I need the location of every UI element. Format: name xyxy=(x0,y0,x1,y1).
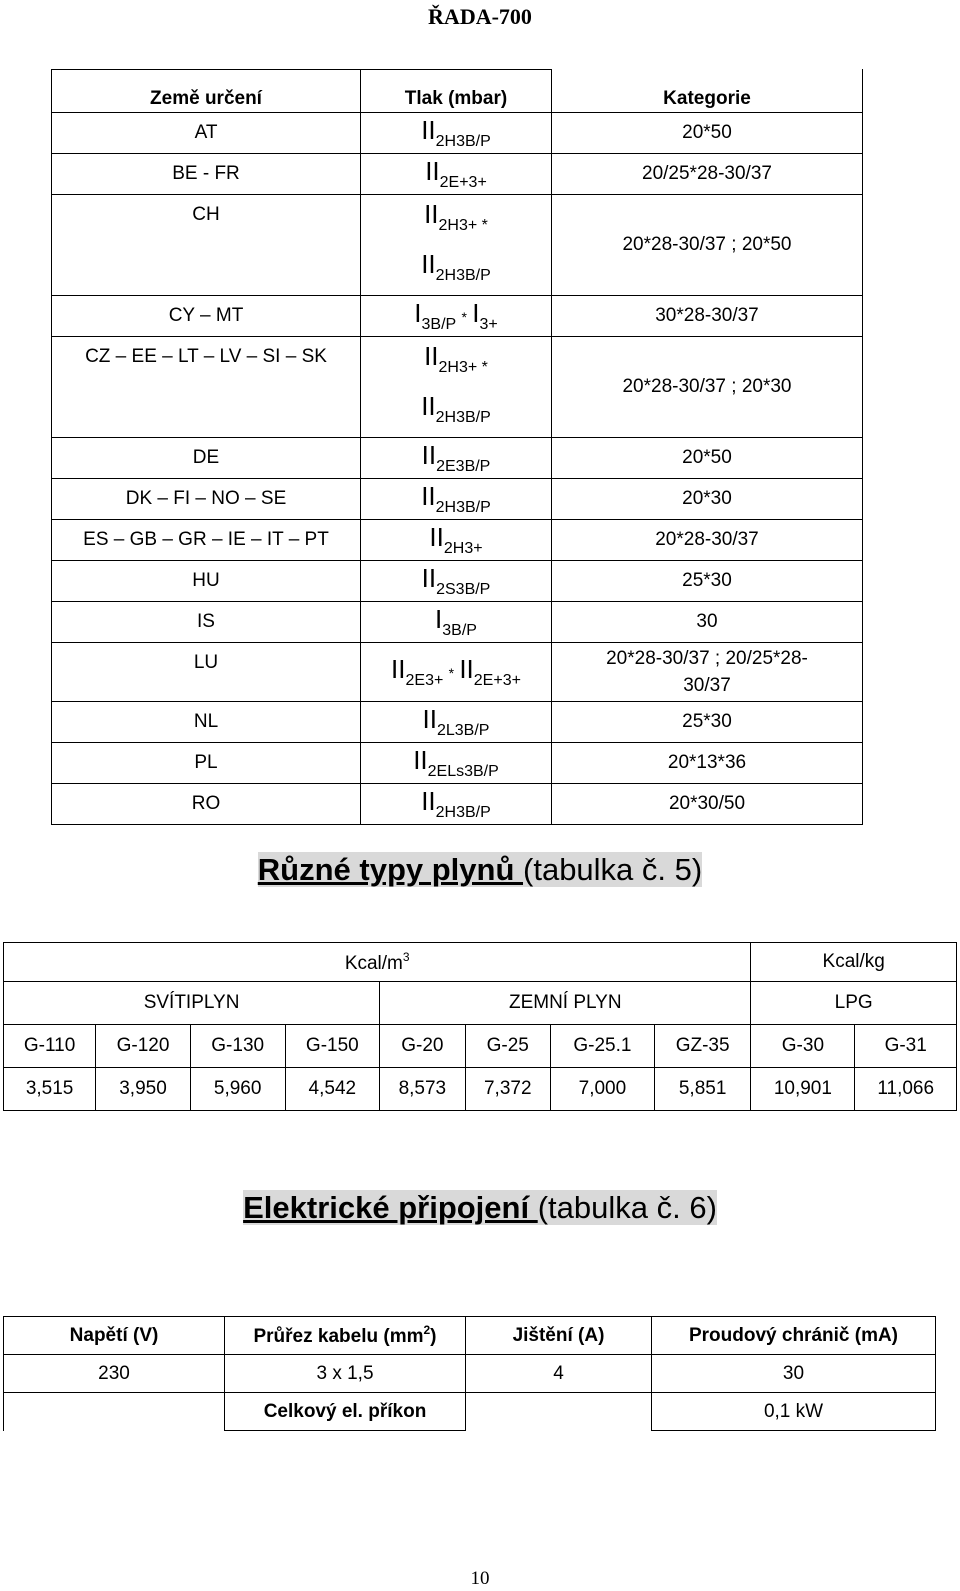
gas-value-cell: 8,573 xyxy=(380,1068,465,1111)
category-code-cell: $II_{2H3B/P}$ xyxy=(361,479,552,520)
category-code-cell: $II_{2ELs3B/P}$ xyxy=(361,743,552,784)
country-cell: HU xyxy=(52,561,361,602)
table-row xyxy=(52,643,863,702)
value-cable: 3 x 1,5 xyxy=(225,1355,466,1393)
country-cell: CY – MT xyxy=(52,296,361,337)
pressure-cell: 30 xyxy=(552,602,863,643)
gas-name-cell: G-25.1 xyxy=(550,1025,654,1068)
table-row xyxy=(52,479,863,520)
country-cell: DK – FI – NO – SE xyxy=(52,479,361,520)
country-category-table xyxy=(51,69,863,825)
table-row xyxy=(52,561,863,602)
header-cable: Průřez kabelu $(mm^2)$ xyxy=(225,1317,466,1355)
electric-heading xyxy=(0,1190,960,1226)
category-code-cell: $II_{2E+3+}$ xyxy=(361,154,552,195)
electric-table xyxy=(3,1316,936,1431)
category-code-cell: $II_{2S3B/P}$ xyxy=(361,561,552,602)
gas-name-cell: G-150 xyxy=(285,1025,380,1068)
country-cell: LU xyxy=(52,643,361,702)
pressure-cell: 30*28-30/37 xyxy=(552,296,863,337)
category-code-cell: $II_{2L3B/P}$ xyxy=(361,702,552,743)
category-code-cell: $II_{2E3+} * II_{2E+3+}$ xyxy=(361,643,552,702)
table-row xyxy=(52,602,863,643)
page-number: 10 xyxy=(470,1568,490,1589)
gas-value-cell: 3,515 xyxy=(4,1068,96,1111)
country-cell: AT xyxy=(52,113,361,154)
pressure-cell: 20*28-30/37 ; 20*30 xyxy=(552,337,863,438)
gas-name-cell: G-20 xyxy=(380,1025,465,1068)
gas-value-cell: 7,000 xyxy=(550,1068,654,1111)
gas-values-row xyxy=(4,1068,957,1111)
gas-heading-suffix: (tabulka č. 5) xyxy=(523,852,703,887)
gas-heading-bold: Různé typy plynů xyxy=(257,852,524,887)
gas-name-cell: G-31 xyxy=(855,1025,957,1068)
total-label: Celkový el. příkon xyxy=(225,1393,466,1431)
category-code-cell: $II_{2H3B/P}$ xyxy=(361,113,552,154)
table-row xyxy=(52,438,863,479)
table-row xyxy=(52,195,863,296)
country-cell: NL xyxy=(52,702,361,743)
gas-types-heading xyxy=(0,852,960,888)
table-row xyxy=(52,784,863,825)
gas-name-cell: GZ-35 xyxy=(654,1025,751,1068)
pressure-cell: 25*30 xyxy=(552,561,863,602)
gas-groups-row xyxy=(4,982,957,1025)
group-lpg: LPG xyxy=(751,982,957,1025)
gas-value-cell: 5,960 xyxy=(190,1068,285,1111)
gas-value-cell: 7,372 xyxy=(465,1068,550,1111)
pressure-cell: 20/25*28-30/37 xyxy=(552,154,863,195)
country-cell: CH xyxy=(52,195,361,296)
table-row xyxy=(52,520,863,561)
value-rcd: 30 xyxy=(652,1355,936,1393)
header-voltage: Napětí (V) xyxy=(4,1317,225,1355)
group-zemni-plyn: ZEMNÍ PLYN xyxy=(380,982,751,1025)
table-header-row xyxy=(52,70,863,113)
table-row xyxy=(52,113,863,154)
category-code-cell: $II_{2H3+ *}$ $II_{2H3B/P}$ xyxy=(361,337,552,438)
electric-values-row xyxy=(4,1355,936,1393)
gas-value-cell: 10,901 xyxy=(751,1068,855,1111)
unit-kcal-m3: Kcal/$m^3$ xyxy=(4,943,751,982)
header-pressure: Tlak (mbar) xyxy=(361,70,552,113)
pressure-cell: 20*50 xyxy=(552,113,863,154)
electric-total-row xyxy=(4,1393,936,1431)
gas-name-cell: G-30 xyxy=(751,1025,855,1068)
country-cell: CZ – EE – LT – LV – SI – SK xyxy=(52,337,361,438)
category-code-cell: $II_{2H3+ *}$ $II_{2H3B/P}$ xyxy=(361,195,552,296)
table-row xyxy=(52,337,863,438)
units-row xyxy=(4,943,957,982)
value-voltage: 230 xyxy=(4,1355,225,1393)
pressure-cell: 20*28-30/37 xyxy=(552,520,863,561)
gas-name-cell: G-110 xyxy=(4,1025,96,1068)
gas-value-cell: 3,950 xyxy=(96,1068,191,1111)
gas-name-cell: G-130 xyxy=(190,1025,285,1068)
header-fuse: Jištění (A) xyxy=(466,1317,652,1355)
value-fuse: 4 xyxy=(466,1355,652,1393)
pressure-cell: 20*30 xyxy=(552,479,863,520)
gas-names-row xyxy=(4,1025,957,1068)
empty-cell xyxy=(4,1393,225,1431)
country-cell: RO xyxy=(52,784,361,825)
table-row xyxy=(52,154,863,195)
category-code-cell: $I_{3B/P}$ xyxy=(361,602,552,643)
country-cell: PL xyxy=(52,743,361,784)
header-rcd: Proudový chránič (mA) xyxy=(652,1317,936,1355)
table-row xyxy=(52,296,863,337)
total-value: 0,1 kW xyxy=(652,1393,936,1431)
pressure-cell: 20*13*36 xyxy=(552,743,863,784)
gas-value-cell: 11,066 xyxy=(855,1068,957,1111)
empty-cell xyxy=(466,1393,652,1431)
pressure-cell: 25*30 xyxy=(552,702,863,743)
category-code-cell: $I_{3B/P} * I_{3+}$ xyxy=(361,296,552,337)
pressure-cell: 20*30/50 xyxy=(552,784,863,825)
gas-name-cell: G-25 xyxy=(465,1025,550,1068)
header-category: Kategorie xyxy=(552,70,863,113)
gas-name-cell: G-120 xyxy=(96,1025,191,1068)
country-cell: IS xyxy=(52,602,361,643)
pressure-cell: 20*28-30/37 ; 20/25*28- 30/37 xyxy=(552,643,863,702)
pressure-cell: 20*50 xyxy=(552,438,863,479)
country-cell: ES – GB – GR – IE – IT – PT xyxy=(52,520,361,561)
gas-types-table xyxy=(3,942,957,1111)
page-title: ŘADA-700 xyxy=(428,4,532,29)
electric-heading-bold: Elektrické připojení xyxy=(243,1190,538,1225)
table-row xyxy=(52,702,863,743)
category-code-cell: $II_{2E3B/P}$ xyxy=(361,438,552,479)
group-svitiplyn: SVÍTIPLYN xyxy=(4,982,380,1025)
category-code-cell: $II_{2H3+}$ xyxy=(361,520,552,561)
country-cell: DE xyxy=(52,438,361,479)
gas-value-cell: 4,542 xyxy=(285,1068,380,1111)
country-cell: BE - FR xyxy=(52,154,361,195)
electric-header-row xyxy=(4,1317,936,1355)
pressure-cell: 20*28-30/37 ; 20*50 xyxy=(552,195,863,296)
unit-kcal-kg: Kcal/kg xyxy=(751,943,957,982)
category-code-cell: $II_{2H3B/P}$ xyxy=(361,784,552,825)
electric-heading-suffix: (tabulka č. 6) xyxy=(537,1190,717,1225)
table-row xyxy=(52,743,863,784)
header-country: Země určení xyxy=(52,70,361,113)
gas-value-cell: 5,851 xyxy=(654,1068,751,1111)
